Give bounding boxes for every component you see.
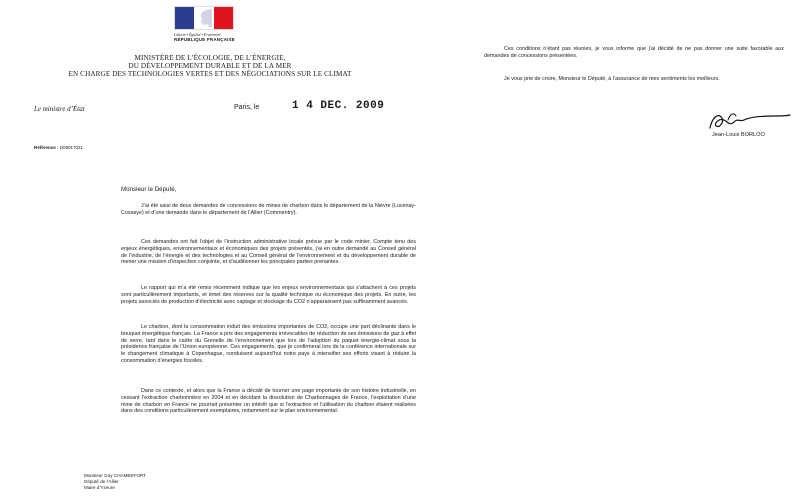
body-paragraph-2 xyxy=(121,239,416,266)
date-stamp: 1 4 DEC. 2009 xyxy=(292,100,385,112)
paragraph-text: Dans ce contexte, et alors que la France a décidé de tourner une page importante de son histoire industrielle, en cessant l’extraction charbonnière en 2004 et en décidant la dissolution de Charbonnages de France, l’exploitation d’une mine de charbon en France ne pourrait présenter un intérêt que si l’extraction et l’utilisation du charbon étaient réalisées dans des conditions particulièrement exemplaires, notamment sur le plan environnemental. xyxy=(121,388,416,415)
marianne-profile-icon xyxy=(198,9,212,27)
paragraph-text: Le charbon, dont la consommation induit des émissions importantes de CO2, occupe une part déclinante dans le bouquet énergétique français. La France a pris des engagements irrévocables de réduction de ses émissions de gaz à effet de serre, tant dans le cadre du Grenelle de l’environnement que lors de l’adoption du paquet énergie-climat sous la présidence française de l’Union européenne. Ces engagements, que je confirmerai lors de la conférence internationale sur le changement climatique à Copenhague, conduisent aujourd’hui notre pays à intensifier ses efforts visant à réduire la consommation d’énergies fossiles. xyxy=(121,324,416,364)
reference-label: Référence : xyxy=(34,145,59,150)
body-paragraph-3 xyxy=(121,285,416,305)
salutation: Monsieur le Député, xyxy=(121,186,177,193)
closing-paragraph xyxy=(484,76,784,83)
paragraph-text: Le rapport qui m’a été remis récemment indique que les enjeux environnementaux qui s’attachent à ces projets sont particulièrement importants, et émet des réserves sur la qualité technique ou économique des projets. En outre, les projets associés de production d’électricité avec captage et stockage du CO2 n’apparaissent pas suffisamment avancés. xyxy=(121,285,416,305)
ministry-line: DU DÉVELOPPEMENT DURABLE ET DE LA MER xyxy=(128,62,292,70)
body-paragraph-1 xyxy=(121,203,416,217)
paragraph-text: Ces conditions n’étant pas réunies, je vous informe que j’ai décidé de ne pas donner une suite favorable aux demandes de concessions présentées. xyxy=(484,46,784,59)
signatory-name: Jean-Louis BORLOO xyxy=(712,132,765,138)
republic-name: RÉPUBLIQUE FRANÇAISE xyxy=(174,37,236,42)
letter-page-2 xyxy=(462,0,800,497)
sender-title: Le ministre d’État xyxy=(34,105,85,113)
ministry-line: EN CHARGE DES TECHNOLOGIES VERTES ET DES NÉGOCIATIONS SUR LE CLIMAT xyxy=(68,70,352,78)
conclusion-paragraph xyxy=(484,46,784,60)
place-label: Paris, le xyxy=(234,104,260,111)
paragraph-text: Ces demandes ont fait l’objet de l’instruction administrative locale prévue par le code minier. Compte tenu des enjeux énergétiques, environnementaux et économiques des projets présentés, j’ai en outre demandé au Conseil général de l’industrie, de l’énergie et des technologies et au Conseil général de l’environnement et du développement durable de mener une mission d’inspection conjointe, et d’auditionner les principales parties prenantes. xyxy=(121,239,416,266)
recipient-block xyxy=(84,473,146,491)
ministry-line: MINISTÈRE DE L’ÉCOLOGIE, DE L’ÉNERGIE, xyxy=(134,54,286,62)
republic-motto: Liberté • Égalité • Fraternité xyxy=(174,32,221,37)
reference-value: D09017021 xyxy=(59,145,84,150)
paragraph-text: Je vous prie de croire, Monsieur le Député, à l’assurance de mes sentiments les meilleurs. xyxy=(504,76,720,82)
recipient-line: Député de l’Allier xyxy=(84,479,119,484)
ministry-heading xyxy=(60,54,360,78)
handwritten-signature-icon xyxy=(704,108,794,134)
body-paragraph-4 xyxy=(121,324,416,365)
reference-line xyxy=(34,145,83,150)
body-paragraph-5 xyxy=(121,388,416,415)
recipient-line: Monsieur Guy CHAMBEFORT xyxy=(84,473,146,478)
marianne-logo xyxy=(174,6,234,42)
recipient-line: Maire d’Yzeure xyxy=(84,485,115,490)
tricolor-flag-icon xyxy=(174,6,234,30)
paragraph-text: J’ai été saisi de deux demandes de concessions de mines de charbon dans le département de la Nièvre (Lucenay-Cossaye) et d’une demande dans le département de l’Allier (Commentry). xyxy=(121,203,416,216)
